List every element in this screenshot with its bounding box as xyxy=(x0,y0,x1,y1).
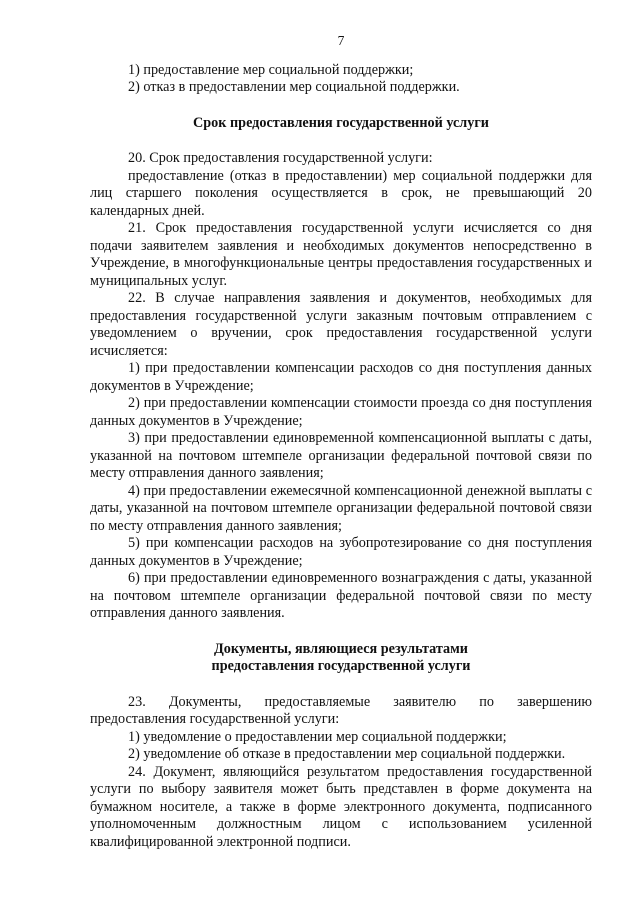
section-heading-results-line1: Документы, являющиеся результатами xyxy=(214,640,468,657)
paragraph-22-item-6: 6) при предоставлении единовременного вознаграждения с даты, указанной на почтовом штемпеле организации федеральной почтовой связи по месту отправления данного заявления. xyxy=(90,570,592,621)
page-number: 7 xyxy=(337,33,345,48)
paragraph-22-item-4: 4) при предоставлении ежемесячной компенсационной денежной выплаты с даты, указанной на почтовом штемпеле организации федеральной почтовой связи по месту отправления данного заявления; xyxy=(90,482,592,534)
paragraph-23: 23. Документы, предоставляемые заявителю по завершению предоставления государственной услуги: xyxy=(90,693,592,727)
paragraph-22-item-3: 3) при предоставлении единовременной компенсационной выплаты с даты, указанной на почтовом штемпеле организации федеральной почтовой связи по месту отправления данного заявления; xyxy=(90,430,592,481)
paragraph-22-item-2: 2) при предоставлении компенсации стоимости проезда со дня поступления данных документов в Учреждение; xyxy=(90,395,592,429)
paragraph-23-item-2: 2) уведомление об отказе в предоставлении мер социальной поддержки. xyxy=(128,746,566,762)
intro-item-2: 2) отказ в предоставлении мер социальной поддержки. xyxy=(128,79,460,95)
paragraph-22-item-1: 1) при предоставлении компенсации расходов со дня поступления данных документов в Учреждение; xyxy=(90,360,592,394)
paragraph-23-item-1: 1) уведомление о предоставлении мер социальной поддержки; xyxy=(128,728,507,745)
section-heading-results-line2: предоставления государственной услуги xyxy=(211,658,471,674)
paragraph-24: 24. Документ, являющийся результатом предоставления государственной услуги по выбору заявителя может быть представлен в форме документа на бумажном носителе, а также в форме электронного документа, подписанного уполномоченным должностным лицом с использованием усиленной квалифицированной электронной подписи. xyxy=(90,763,592,850)
paragraph-20: 20. Срок предоставления государственной услуги: xyxy=(128,150,433,166)
paragraph-22-item-5: 5) при компенсации расходов на зубопротезирование со дня поступления данных документов в Учреждение; xyxy=(90,535,592,569)
paragraph-22: 22. В случае направления заявления и документов, необходимых для предоставления государственной услуги заказным почтовым отправлением с уведомлением о вручении, срок предоставления государственной услуги исчисляется: xyxy=(90,290,592,359)
paragraph-21: 21. Срок предоставления государственной услуги исчисляется со дня подачи заявителем заявления и необходимых документов непосредственно в Учреждение, в многофункциональные центры предоставления государственных и муниципальных услуг. xyxy=(90,220,592,289)
section-heading-term: Срок предоставления государственной услуги xyxy=(193,114,489,131)
intro-item-1: 1) предоставление мер социальной поддержки; xyxy=(128,61,414,78)
paragraph-20-body: предоставление (отказ в предоставлении) мер социальной поддержки для лиц старшего поколения осуществляется в срок, не превышающий 20 календарных дней. xyxy=(90,167,592,219)
